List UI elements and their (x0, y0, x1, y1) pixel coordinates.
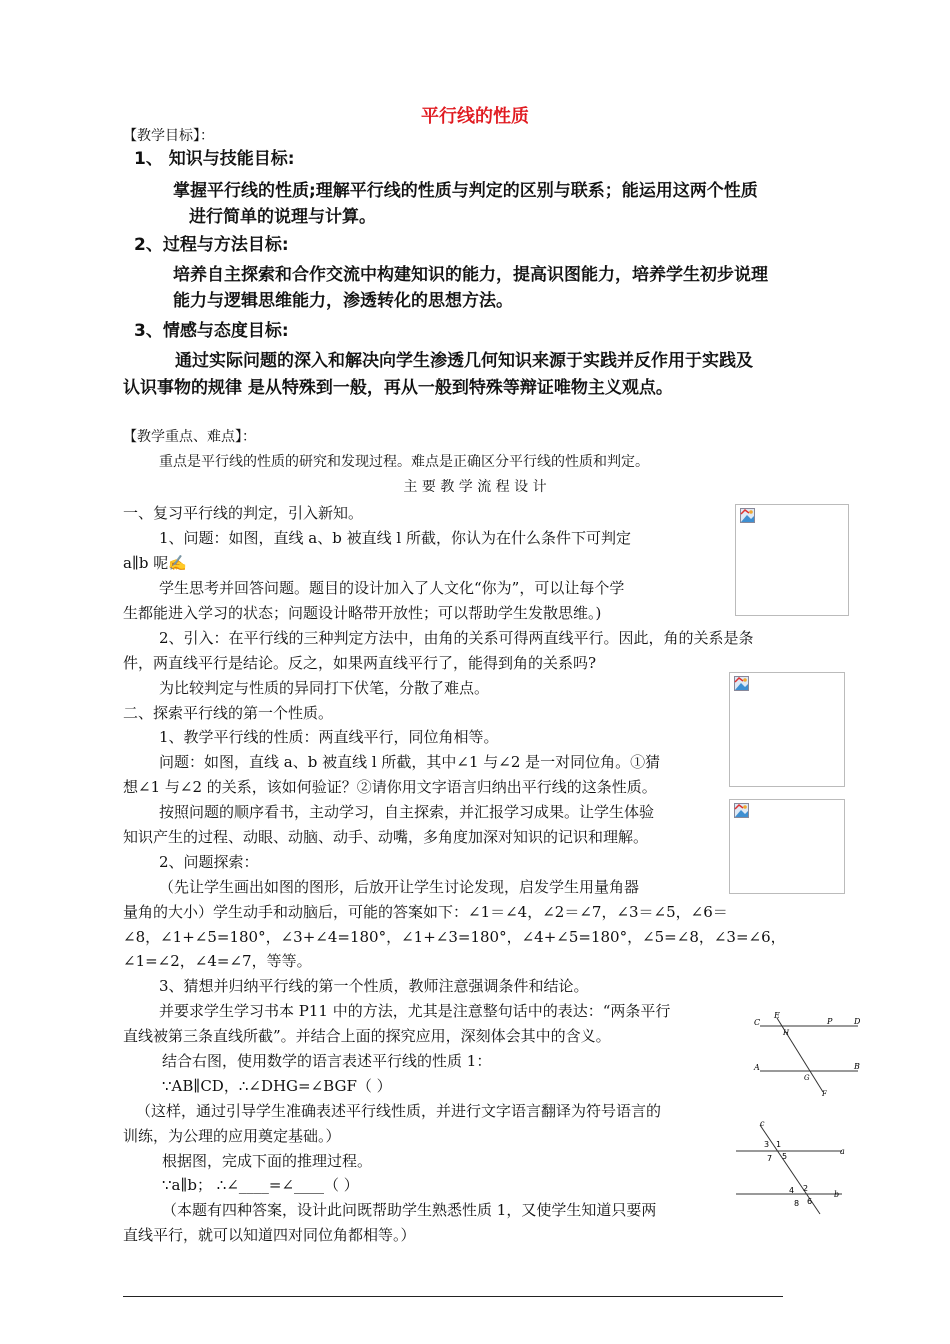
objective-3-title: 3、情感与态度目标: (134, 321, 289, 341)
objective-1-line-2: 进行简单的说理与计算。 (189, 207, 376, 227)
figure-parallel-lines-angles (730, 1120, 848, 1216)
objective-3-line-1: 通过实际问题的深入和解决向学生渗透几何知识来源于实践并反作用于实践及 (175, 351, 753, 371)
body-line-22: 结合右图，使用数学的语言表述平行线的性质 1： (162, 1052, 492, 1070)
body-line-1: 1、问题：如图，直线 a、b 被直线 l 所截，你认为在什么条件下可判定 (159, 529, 631, 547)
fig2-label-b: b (834, 1190, 840, 1199)
body-line-5: 2、引入：在平行线的三种判定方法中，由角的关系可得两直线平行。因此，角的关系是条 (159, 629, 754, 647)
objective-1-line-1: 掌握平行线的性质;理解平行线的性质与判定的区别与联系；能运用这两个性质 (173, 181, 758, 201)
image-placeholder-3 (729, 799, 845, 894)
body-line-6: 件，两直线平行是结论。反之，如果两直线平行了，能得到角的关系吗? (123, 654, 597, 672)
fig1-label-a: A (754, 1063, 760, 1072)
keypoints-header: 【教学重点、难点】： (123, 429, 256, 445)
fig2-angle-8: 8 (794, 1199, 800, 1208)
body-line-0: 一、复习平行线的判定，引入新知。 (123, 504, 364, 522)
fig2-angle-3: 3 (764, 1140, 770, 1149)
body-line-19: 3、猜想并归纳平行线的第一个性质，教师注意强调条件和结论。 (159, 977, 589, 995)
objectives-header: 【教学目标】： (123, 128, 214, 144)
body-line-24: （这样，通过引导学生准确表述平行线性质，并进行文字语言翻译为符号语言的 (136, 1102, 662, 1120)
image-placeholder-2 (729, 672, 845, 787)
objective-2-title: 2、过程与方法目标: (134, 235, 289, 255)
body-line-12: 按照问题的顺序看书，主动学习，自主探索，并汇报学习成果。让学生体验 (159, 803, 655, 821)
fig2-angle-7: 7 (767, 1154, 773, 1163)
image-placeholder-1 (735, 504, 849, 616)
body-line-17: ∠8，∠1+∠5=180°，∠3+∠4=180°，∠1+∠3=180°，∠4+∠5=180°，∠5=∠8，∠3=∠6， (123, 928, 786, 946)
objective-2-line-2: 能力与逻辑思维能力，渗透转化的思想方法。 (173, 291, 513, 311)
body-line-26: 根据图，完成下面的推理过程。 (162, 1152, 373, 1170)
fig1-label-d: D (854, 1017, 861, 1026)
body-line-27: ∵a∥b； ∴∠____=∠____（ ） (162, 1176, 359, 1194)
objective-2-line-1: 培养自主探索和合作交流中构建知识的能力，提高识图能力，培养学生初步说理 (173, 265, 768, 285)
page-title: 平行线的性质 (421, 106, 529, 127)
fig2-angle-1: 1 (776, 1140, 782, 1149)
fig1-label-p: P (827, 1017, 833, 1026)
broken-image-icon (740, 508, 755, 523)
broken-image-icon (734, 803, 749, 818)
body-line-13: 知识产生的过程、动眼、动脑、动手、动嘴，多角度加深对知识的记识和理解。 (123, 828, 649, 846)
keypoints-line: 重点是平行线的性质的研究和发现过程。难点是正确区分平行线的性质和判定。 (159, 454, 649, 470)
fig2-label-c: c (760, 1120, 765, 1128)
footer-rule (123, 1296, 783, 1297)
fig1-label-f: F (822, 1090, 827, 1097)
fig2-angle-5: 5 (782, 1152, 788, 1161)
fig2-angle-6: 6 (807, 1197, 813, 1206)
fig1-label-h: H (783, 1029, 790, 1037)
body-line-16: 量角的大小）学生动手和动脑后，可能的答案如下：∠1＝∠4，∠2＝∠7，∠3＝∠5，∠6＝ (123, 903, 728, 921)
body-line-10: 问题：如图，直线 a、b 被直线 l 所截，其中∠1 与∠2 是一对同位角。①猜 (159, 753, 661, 771)
fig2-angle-4: 4 (789, 1186, 795, 1195)
figure-parallel-lines-ef (750, 1012, 865, 1097)
objective-1-title: 1、 知识与技能目标: (134, 149, 295, 169)
body-line-2: a∥b 呢✍ (123, 554, 187, 572)
body-line-15: （先让学生画出如图的图形，后放开让学生讨论发现，启发学生用量角器 (159, 878, 640, 896)
body-line-20: 并要求学生学习书本 P11 中的方法，尤其是注意整句话中的表达：“两条平行 (159, 1002, 671, 1020)
broken-image-icon (734, 676, 749, 691)
fig2-label-a: a (840, 1147, 845, 1156)
fig1-label-b: B (854, 1062, 860, 1071)
body-line-28: （本题有四种答案，设计此问既帮助学生熟悉性质 1，又使学生知道只要两 (162, 1201, 657, 1219)
body-line-3: 学生思考并回答问题。题目的设计加入了人文化“你为”，可以让每个学 (159, 579, 625, 597)
body-line-29: 直线平行，就可以知道四对同位角都相等。） (123, 1226, 416, 1244)
fig2-angle-2: 2 (803, 1184, 809, 1193)
body-line-11: 想∠1 与∠2 的关系，该如何验证？②请你用文字语言归纳出平行线的这条性质。 (123, 778, 657, 796)
fig1-label-e: E (774, 1012, 780, 1020)
body-line-4: 生都能进入学习的状态；问题设计略带开放性；可以帮助学生发散思维。) (123, 604, 602, 622)
fig1-label-c: C (754, 1018, 761, 1027)
body-line-23: ∵AB∥CD，∴∠DHG=∠BGF（ ） (162, 1077, 392, 1095)
body-line-14: 2、问题探索： (159, 853, 259, 871)
body-line-25: 训练，为公理的应用奠定基础。） (123, 1127, 341, 1145)
process-heading: 主 要 教 学 流 程 设 计 (403, 479, 547, 495)
body-line-21: 直线被第三条直线所截”。并结合上面的探究应用，深刻体会其中的含义。 (123, 1027, 611, 1045)
body-line-18: ∠1=∠2，∠4=∠7，等等。 (123, 952, 312, 970)
objective-3-line-2: 认识事物的规律 是从特殊到一般，再从一般到特殊等辩证唯物主义观点。 (123, 378, 673, 398)
body-line-8: 二、探索平行线的第一个性质。 (123, 704, 334, 722)
body-line-9: 1、教学平行线的性质：两直线平行，同位角相等。 (159, 728, 499, 746)
fig1-label-g: G (804, 1074, 810, 1082)
body-line-7: 为比较判定与性质的异同打下伏笔，分散了难点。 (159, 679, 490, 697)
